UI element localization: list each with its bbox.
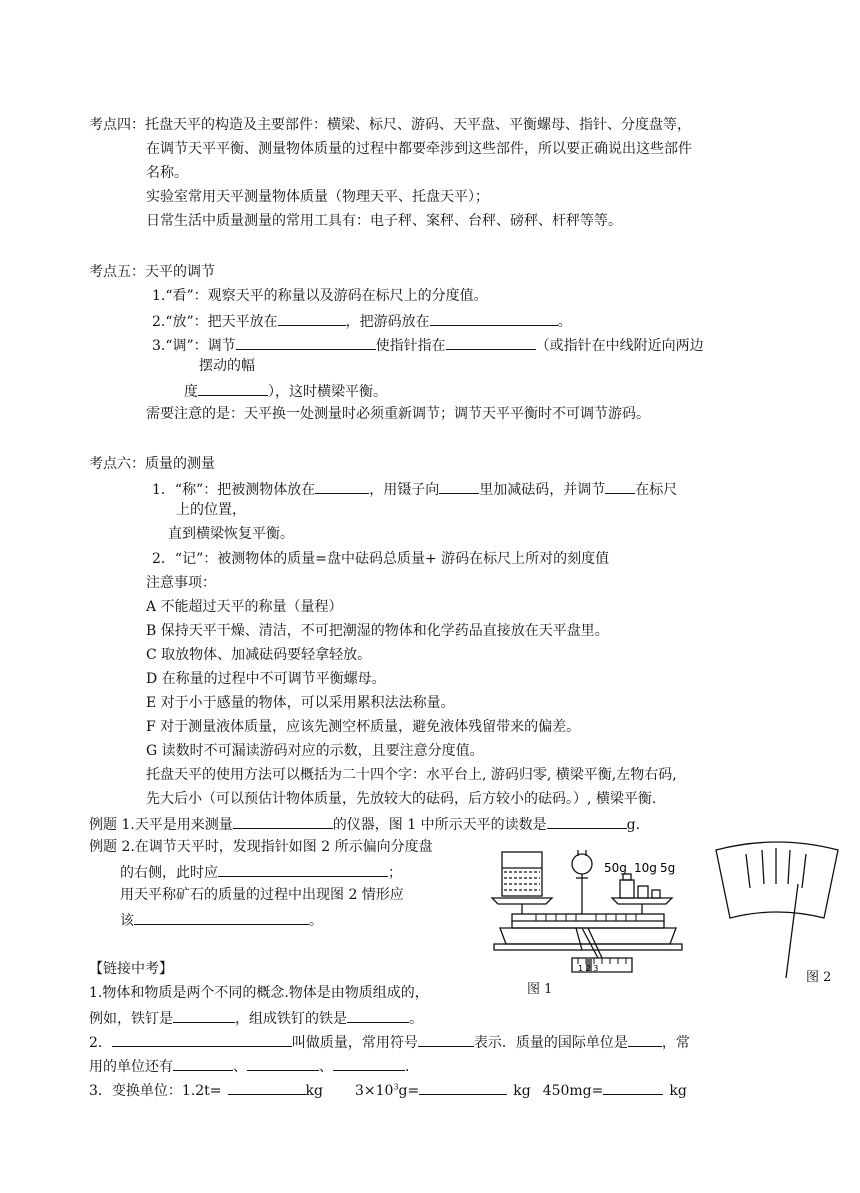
blank[interactable] (418, 1032, 474, 1047)
pointer-needle (786, 884, 798, 978)
link-title: 【链接中考】 (89, 961, 173, 977)
p6-step2: 2．“记”：被测物体的质量=盘中砝码总质量+ 游码在标尺上所对的刻度值 (152, 551, 610, 567)
p6-title: 考点六：质量的测量 (89, 456, 215, 472)
blank[interactable] (173, 1008, 235, 1023)
example-2-line3: 用天平称矿石的质量的过程中出现图 2 情形应 (120, 887, 404, 903)
blank[interactable] (198, 381, 268, 396)
blank[interactable] (247, 1056, 319, 1071)
link-q1-line2: 例如，铁钉是 ，组成铁钉的铁是 。 (89, 1008, 423, 1028)
blank[interactable] (547, 814, 627, 829)
blank[interactable] (419, 1080, 507, 1095)
p6-note-a: A 不能超过天平的称量（量程） (146, 599, 343, 615)
link-q2-line2: 用的单位还有 、 、 ． (89, 1056, 419, 1076)
blank[interactable] (315, 479, 369, 494)
p6-step1: 1．“称”：把被测物体放在 ，用镊子向 里加减砝码，并调节 在标尺 (152, 479, 677, 499)
p5-title: 考点五：天平的调节 (89, 264, 215, 280)
blank[interactable] (134, 910, 309, 925)
blank[interactable] (278, 311, 346, 326)
p6-summary-1: 托盘天平的使用方法可以概括为二十四个字：水平台上, 游码归零, 横梁平衡,左物右码, (146, 767, 677, 783)
blank[interactable] (112, 1032, 292, 1047)
example-2-line4: 该 。 (120, 910, 323, 930)
p6-note-b: B 保持天平干燥、清洁，不可把潮湿的物体和化学药品直接放在天平盘里。 (146, 623, 609, 639)
weight-label-5g: 5g (660, 861, 676, 875)
blank[interactable] (430, 311, 558, 326)
scale-numbers: 1 2 3 (578, 964, 599, 973)
p6-note-g: G 读数时不可漏读游码对应的示数，且要注意分度值。 (146, 743, 484, 759)
example-2-line1: 例题 2.在调节天平时，发现指针如图 2 所示偏向分度盘 (89, 839, 433, 855)
blank[interactable] (347, 1008, 409, 1023)
blank[interactable] (218, 862, 388, 877)
blank[interactable] (605, 479, 635, 494)
blank[interactable] (173, 1056, 233, 1071)
figure-1-caption: 图 1 (527, 982, 553, 997)
blank[interactable] (603, 1080, 663, 1095)
link-q2-line1: 2． 叫做质量，常用符号 表示．质量的国际单位是 ，常 (89, 1032, 690, 1052)
blank[interactable] (333, 1056, 405, 1071)
balance-figure (486, 842, 700, 976)
p5-step2: 2.“放”：把天平放在 ，把游码放在 。 (152, 311, 572, 331)
p6-note-e: E 对于小于感量的物体，可以采用累积法法称量。 (146, 695, 455, 711)
link-q1-line1: 1.物体和物质是两个不同的概念.物体是由物质组成的， (89, 985, 429, 1001)
example-2-line2: 的右侧，此时应 ； (120, 862, 402, 882)
weight-label-10g: 10g (634, 861, 657, 875)
p6-step1-cont: 上的位置， (176, 502, 246, 518)
figure-2-caption: 图 2 (806, 970, 832, 985)
example-1: 例题 1.天平是用来测量 的仪器，图 1 中所示天平的读数是 g. (89, 814, 640, 834)
link-q3: 3．变换单位：1.2t= kg $3\times 10^3g=$ kg 450mg= kg (89, 1080, 687, 1100)
p6-note-f: F 对于测量液体质量，应该先测空杯质量，避免液体残留带来的偏差。 (146, 719, 581, 735)
blank[interactable] (439, 479, 479, 494)
p5-step3-cont: 摆动的幅 (199, 358, 255, 374)
p6-step1-end: 直到横梁恢复平衡。 (168, 526, 294, 542)
p6-notes-title: 注意事项： (146, 575, 216, 591)
p6-note-d: D 在称量的过程中不可调节平衡螺母。 (146, 671, 386, 687)
blank[interactable] (628, 1032, 662, 1047)
blank[interactable] (228, 1080, 306, 1095)
p6-note-c: C 取放物体、加减砝码要轻拿轻放。 (146, 647, 372, 663)
blank[interactable] (446, 335, 536, 350)
blank[interactable] (236, 335, 376, 350)
p4-line2: 在调节天平平衡、测量物体质量的过程中都要牵涉到这些部件，所以要正确说出这些部件 (146, 141, 692, 157)
p5-step3-end: 度 ），这时横梁平衡。 (184, 381, 387, 401)
blank[interactable] (233, 814, 333, 829)
p5-step1: 1.“看”：观察天平的称量以及游码在标尺上的分度值。 (152, 288, 488, 304)
weight-label-50g: 50g (604, 861, 627, 875)
p5-note: 需要注意的是：天平换一处测量时必须重新调节；调节天平平衡时不可调节游码。 (146, 406, 650, 422)
p5-step3: 3.“调”：调节 使指针指在 （或指针在中线附近向两边 (152, 335, 704, 355)
p4-line4: 实验室常用天平测量物体质量（物理天平、托盘天平）； (146, 189, 489, 205)
dial-figure (712, 840, 842, 980)
p4-line5: 日常生活中质量测量的常用工具有：电子秤、案秤、台秤、磅秤、杆秤等等。 (146, 213, 622, 229)
p6-summary-2: 先大后小（可以预估计物体质量，先放较大的砝码，后方较小的砝码。）, 横梁平衡. (146, 791, 657, 807)
p4-line3: 名称。 (146, 165, 188, 181)
p4-line1: 考点四：托盘天平的构造及主要部件：横梁、标尺、游码、天平盘、平衡螺母、指针、分度盘等， (89, 117, 691, 133)
